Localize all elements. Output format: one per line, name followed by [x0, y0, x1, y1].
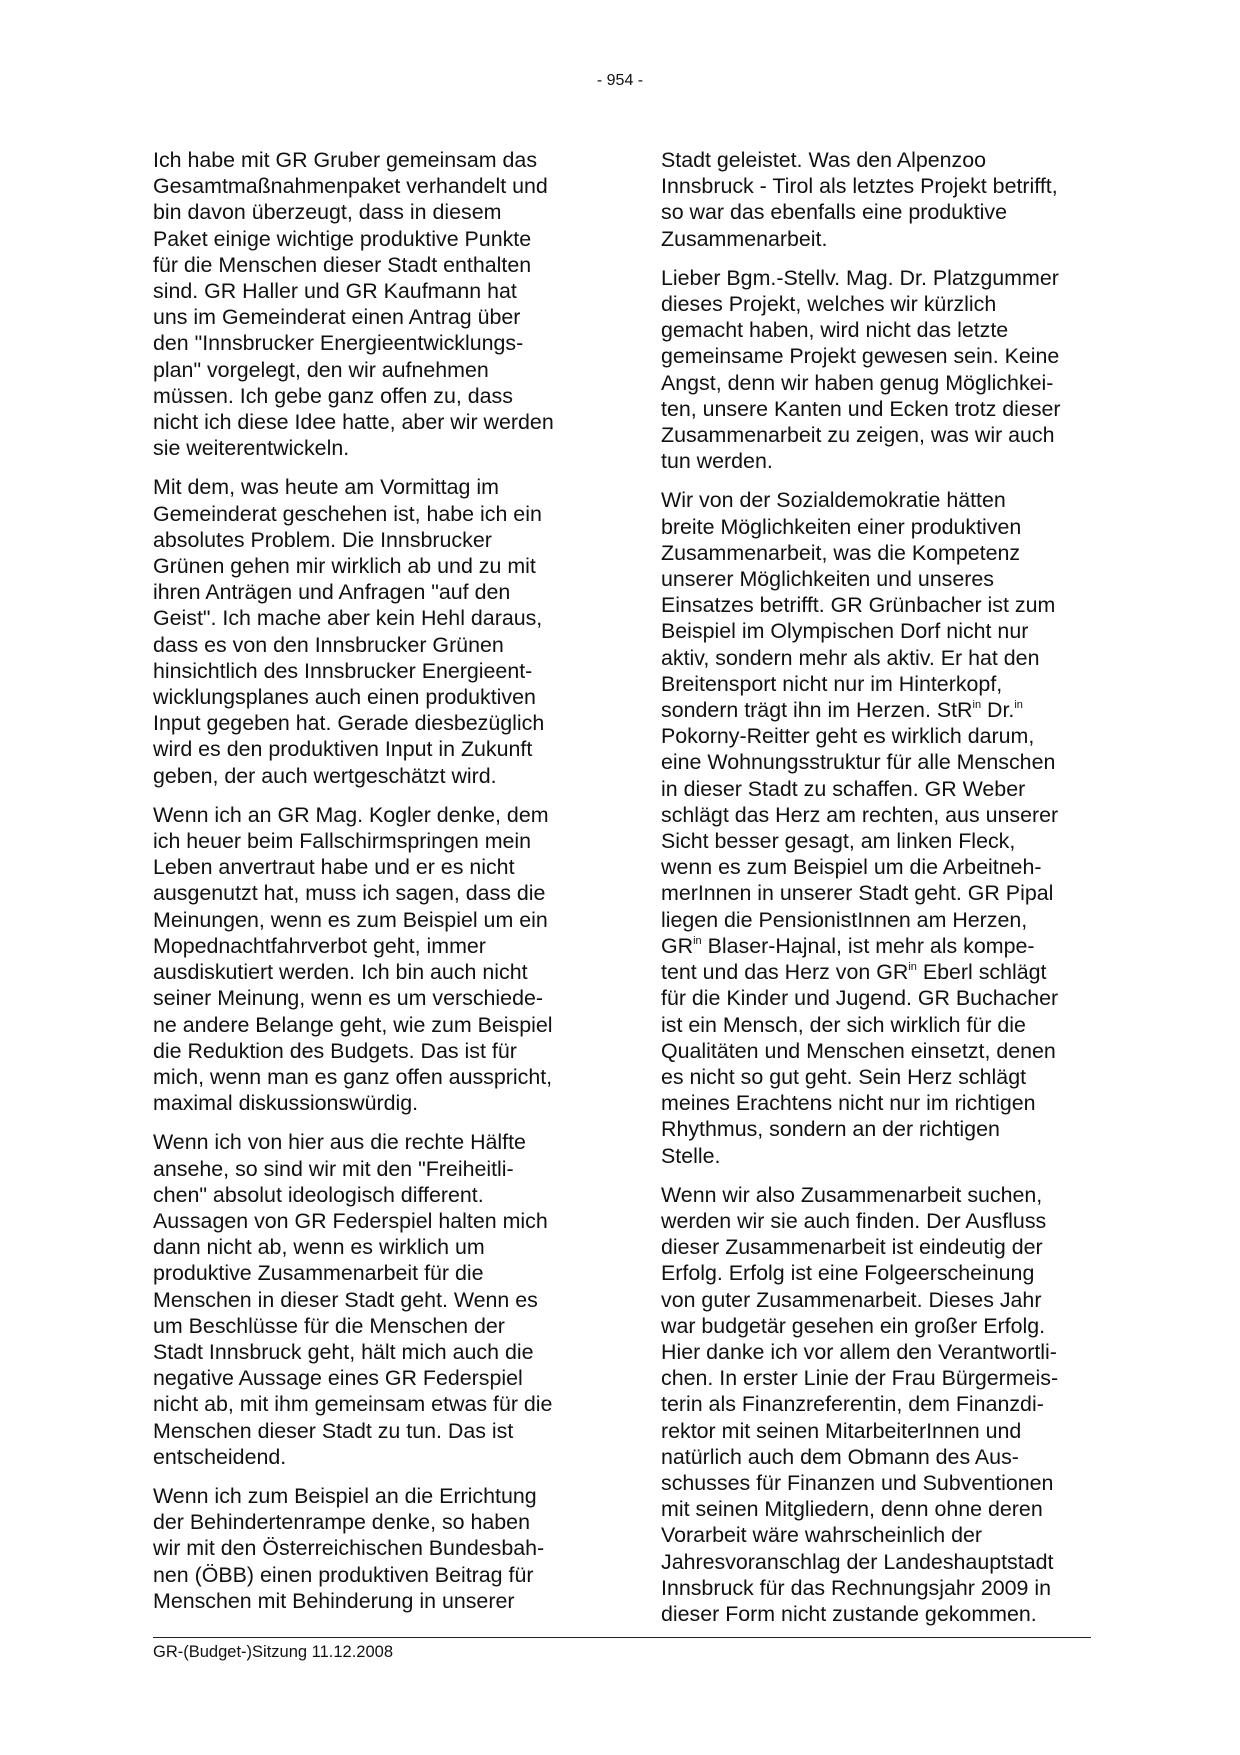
paragraph: Stadt geleistet. Was den Alpenzoo Innsbruck - Tirol als letztes Projekt betrifft, so war das ebenfalls eine produktive Zusammenarbeit.: [661, 148, 1058, 251]
footer-divider: [153, 1637, 1091, 1638]
paragraph: [661, 487, 1091, 1168]
text-run: Dr.: [981, 698, 1015, 723]
text-run: Pokorny-Reitter geht es wirklich darum, eine Wohnungsstruktur für alle Menschen in dieser Stadt zu schaffen. GR Weber schlägt das Herz am rechten, aus unserer Sicht besser gesagt, am linken Fleck, wenn es zum Beispiel um die Arbeitneh- merInnen in unserer Stadt geht. GR Pipal liegen die PensionistInnen am Herzen, GR: [661, 724, 1059, 958]
superscript: in: [908, 961, 917, 974]
text-run: Eberl schlägt für die Kinder und Jugend. GR Buchacher ist ein Mensch, der sich wirklich für die Qualitäten und Menschen einsetzt, denen es nicht so gut geht. Sein Herz schlägt meines Erachtens nicht nur im richtigen Rhythmus, sondern an der richtigen Stelle.: [661, 960, 1059, 1168]
text-run: Wir von der Sozialdemokratie hätten breite Möglichkeiten einer produktiven Zusammenarbeit, was die Kompetenz unserer Möglichkeiten und unseres Einsatzes betrifft. GR Grünbacher ist zum Beispiel im Olympischen Dorf nicht nur aktiv, sondern mehr als aktiv. Er hat den Breitensport nicht nur im Hinterkopf, sondern trägt ihn im Herzen. StR: [661, 488, 1056, 723]
superscript: in: [693, 934, 702, 947]
paragraph: Ich habe mit GR Gruber gemeinsam das Gesamtmaßnahmenpaket verhandelt und bin davon überzeugt, dass in diesem Paket einige wichtige produktive Punkte für die Menschen dieser Stadt enthalten sind. GR Haller und GR Kaufmann hat uns im Gemeinderat einen Antrag über den "Innsbrucker Energieentwicklungs- plan" vorgelegt, den wir aufnehmen müssen. Ich gebe ganz offen zu, dass nicht ich diese Idee hatte, aber wir werden sie weiterentwickeln.: [153, 148, 554, 461]
page-number: - 954 -: [596, 72, 644, 89]
paragraph: Lieber Bgm.-Stellv. Mag. Dr. Platzgummer dieses Projekt, welches wir kürzlich gemacht haben, wird nicht das letzte gemeinsame Projekt gewesen sein. Keine Angst, denn wir haben genug Möglichkei- ten, unsere Kanten und Ecken trotz dieser Zusammenarbeit zu zeigen, was wir auch tun werden.: [661, 265, 1061, 474]
paragraph: Wenn ich zum Beispiel an die Errichtung der Behindertenrampe denke, so haben wir mit den Österreichischen Bundesbah- nen (ÖBB) einen produktiven Beitrag für Menschen mit Behinderung in unserer: [153, 1483, 545, 1613]
paragraph: Wenn ich an GR Mag. Kogler denke, dem ich heuer beim Fallschirmspringen mein Leben anvertraut habe und er es nicht ausgenutzt hat, muss ich sagen, dass die Meinungen, wenn es zum Beispiel um ein Mopednachtfahrverbot geht, immer ausdiskutiert werden. Ich bin auch nicht seiner Meinung, wenn es um verschiede- ne andere Belange geht, wie zum Beispiel die Reduktion des Budgets. Das ist für mich, wenn man es ganz offen ausspricht, maximal diskussionswürdig.: [153, 802, 553, 1116]
paragraph: Mit dem, was heute am Vormittag im Gemeinderat geschehen ist, habe ich ein absolutes Problem. Die Innsbrucker Grünen gehen mir wirklich ab und zu mit ihren Anträgen und Anfragen "auf den Geist". Ich mache aber kein Hehl daraus, dass es von den Innsbrucker Grünen hinsichtlich des Innsbrucker Energieent- wicklungsplanes auch einen produktiven Input gegeben hat. Gerade diesbezüglich wird es den produktiven Input in Zukunft geben, der auch wertgeschätzt wird.: [153, 475, 545, 788]
text-run: Blaser-Hajnal, ist mehr als kompe- tent und das Herz von GR: [661, 933, 1035, 985]
footer-text: GR-(Budget-)Sitzung 11.12.2008: [153, 1643, 393, 1661]
left-column: [153, 147, 588, 1627]
paragraph: Wenn wir also Zusammenarbeit suchen, werden wir sie auch finden. Der Ausfluss dieser Zusammenarbeit ist eindeutig der Erfolg. Erfolg ist eine Folgeerscheinung von guter Zusammenarbeit. Dieses Jahr war budgetär gesehen ein großer Erfolg. Hier danke ich vor allem den Verantwortli- chen. In erster Linie der Frau Bürgermeis- terin als Finanzreferentin, dem Finanzdi- rektor mit seinen MitarbeiterInnen und natürlich auch dem Obmann des Aus- schusses für Finanzen und Subventionen mit seinen Mitgliedern, denn ohne deren Vorarbeit wäre wahrscheinlich der Jahresvoranschlag der Landeshauptstadt Innsbruck für das Rechnungsjahr 2009 in dieser Form nicht zustande gekommen.: [661, 1182, 1059, 1626]
paragraph: Wenn ich von hier aus die rechte Hälfte ansehe, so sind wir mit den "Freiheitli- chen" absolut ideologisch different. Aussagen von GR Federspiel halten mich dann nicht ab, wenn es wirklich um produktive Zusammenarbeit für die Menschen in dieser Stadt geht. Wenn es um Beschlüsse für die Menschen der Stadt Innsbruck geht, hält mich auch die negative Aussage eines GR Federspiel nicht ab, mit ihm gemeinsam etwas für die Menschen dieser Stadt zu tun. Das ist entscheidend.: [153, 1130, 553, 1469]
right-column: [661, 147, 1091, 1640]
superscript: in: [1014, 699, 1023, 712]
superscript: in: [972, 699, 982, 712]
